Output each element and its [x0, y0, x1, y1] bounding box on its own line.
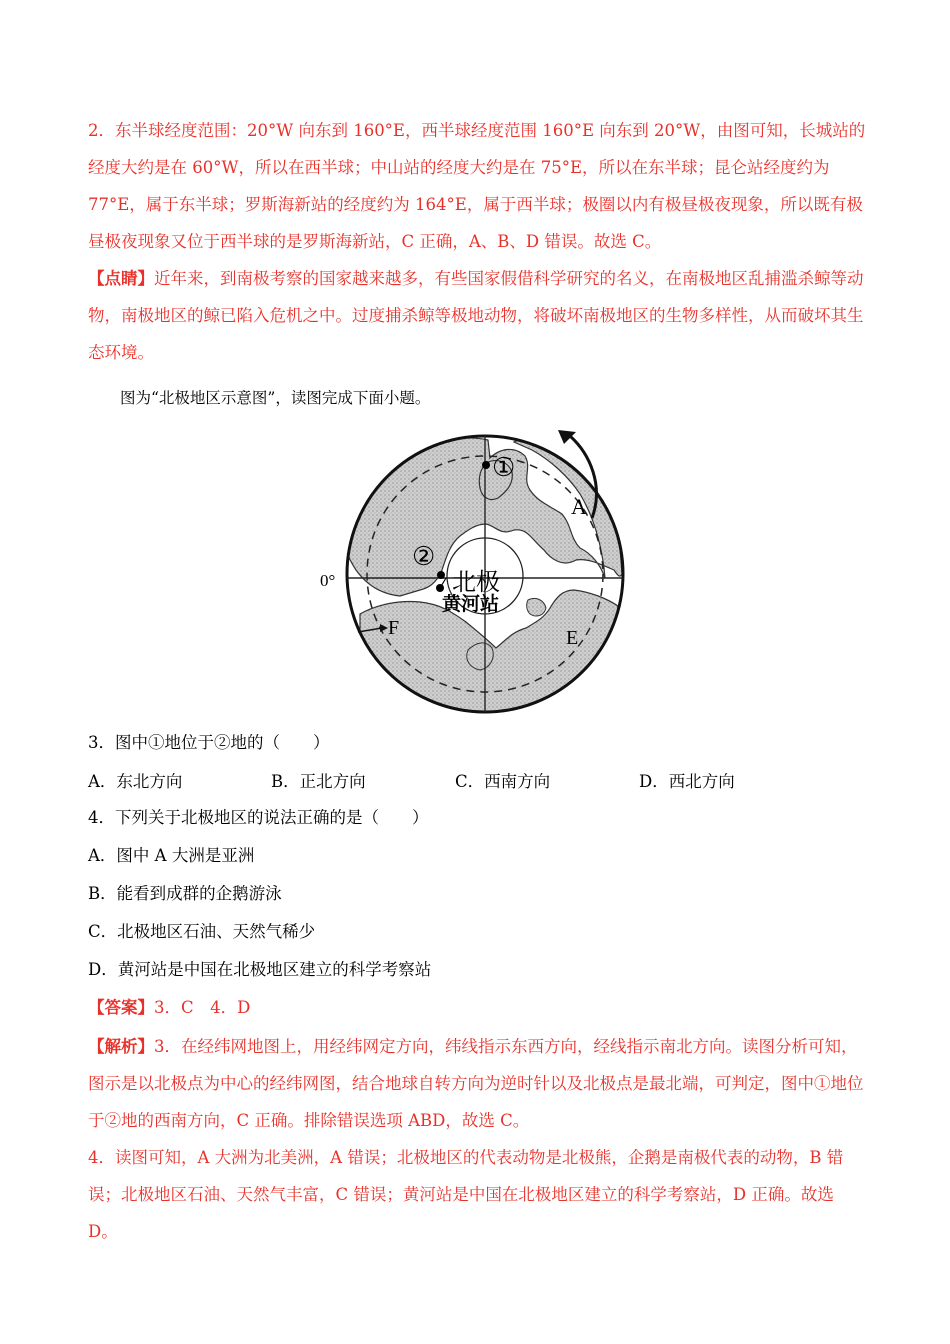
dianjing-label: 【点睛】: [88, 269, 154, 288]
answer-text: 3．C 4．D: [154, 998, 251, 1017]
longitude-label-0: 0°: [320, 571, 336, 590]
q4-option-c: C．北极地区石油、天然气稀少: [88, 922, 316, 941]
ocean-label-f: F: [388, 617, 400, 639]
dianjing-text: 近年来，到南极考察的国家越来越多，有些国家假借科学研究的名义，在南极地区乱捕滥杀鲸等动物，南极地区的鲸已陷入危机之中。过度捕杀鲸等极地动物，将破坏南极地区的生物多样性，从而破坏其生态环境。: [88, 269, 864, 362]
continent-label-a: A: [571, 494, 587, 519]
q3-option-b: B．正北方向: [271, 772, 366, 791]
circle-number-2: ②: [412, 542, 436, 572]
analysis-q4-paragraph: 4．读图可知，A 大洲为北美洲，A 错误；北极地区的代表动物是北极熊，企鹅是南极代表的动物，B 错误；北极地区石油、天然气丰富，C 错误；黄河站是中国在北极地区建立的科学考察站，D 正确。故选 D。: [88, 1148, 844, 1241]
q4-stem: 4．下列关于北极地区的说法正确的是（ ）: [88, 808, 429, 827]
q3-stem: 3．图中①地位于②地的（ ）: [88, 733, 330, 752]
q4-option-b: B．能看到成群的企鹅游泳: [88, 884, 282, 903]
point-1-dot: [482, 461, 490, 469]
huanghe-station-label: 黄河站: [442, 593, 500, 615]
analysis-q2-paragraph: 2．东半球经度范围：20°W 向东到 160°E，西半球经度范围 160°E 向东到 20°W，由图可知，长城站的经度大约是在 60°W，所以在西半球；中山站的经度大约是在 75°E，所以在东半球；昆仑站经度约为 77°E，属于东半球；罗斯海新站的经度约为 164°E，属于西半球；极圈以内有极昼极夜现象，所以既有极昼极夜现象又位于西半球的是罗斯海新站，C 正确，A、B、D 错误。故选 C。: [88, 121, 866, 251]
point-2-dot: [437, 571, 445, 579]
answer-label: 【答案】: [88, 998, 154, 1017]
rotation-arrowhead: [558, 430, 576, 444]
q4-option-a: A．图中 A 大洲是亚洲: [88, 846, 255, 865]
q3-option-c: C．西南方向: [455, 772, 551, 791]
analysis-q3-text: 3．在经纬网地图上，用经纬网定方向，纬线指示东西方向，经线指示南北方向。读图分析可知，图示是以北极点为中心的经纬网图，结合地球自转方向为逆时针以及北极点是最北端，可判定，图中①地位于②地的西南方向，C 正确。排除错误选项 ABD，故选 C。: [88, 1037, 864, 1130]
dianjing-paragraph: [88, 260, 868, 371]
figure-intro: 图为“北极地区示意图”，读图完成下面小题。: [120, 389, 431, 407]
q4-option-d: D．黄河站是中国在北极地区建立的科学考察站: [88, 960, 432, 979]
circle-number-1: ①: [492, 453, 516, 483]
answer-line: [88, 996, 878, 1020]
q3-option-a: A．东北方向: [88, 772, 183, 791]
north-pole-label: 北极: [452, 568, 500, 596]
q3-option-d: D．西北方向: [639, 772, 735, 791]
analysis-q3-paragraph: [88, 1028, 868, 1139]
ocean-label-e: E: [566, 627, 579, 649]
arctic-map-figure: [300, 418, 640, 724]
analysis-label: 【解析】: [88, 1037, 154, 1056]
